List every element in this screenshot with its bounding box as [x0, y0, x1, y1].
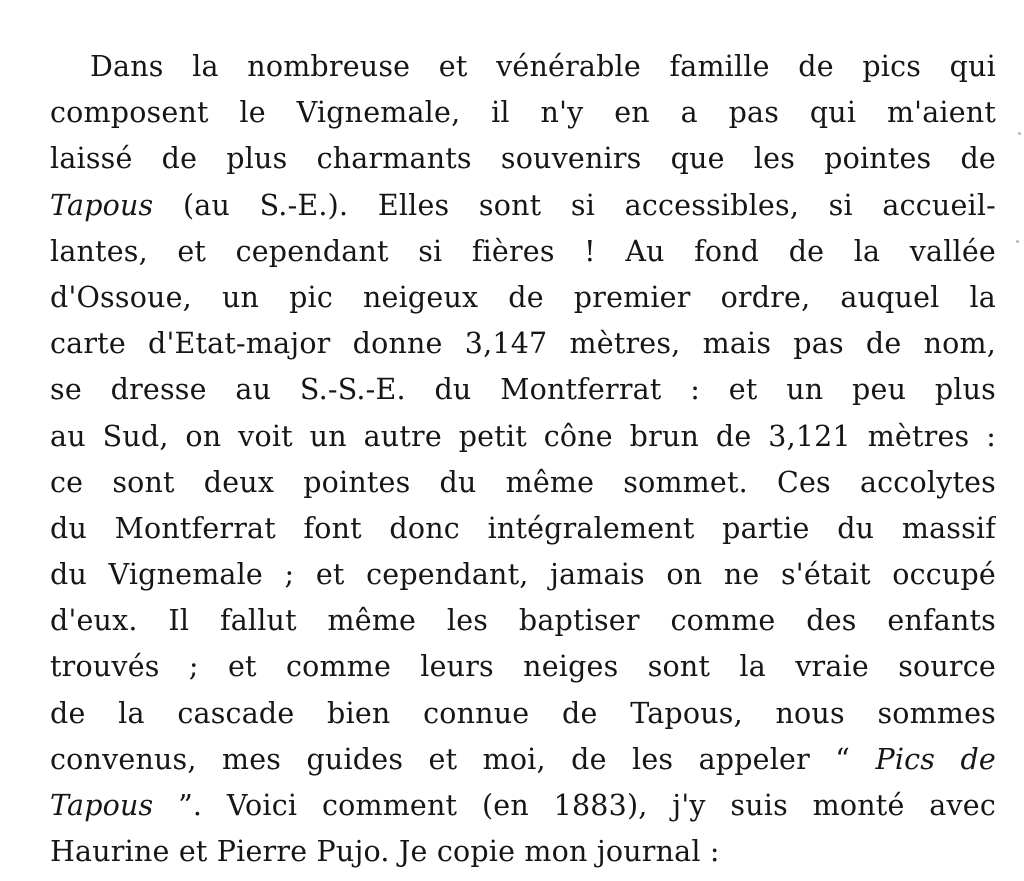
- text-segment: se dresse au S.-S.-E. du Montferrat : et un peu plus: [50, 373, 996, 407]
- text-line: [50, 598, 996, 644]
- text-line: [50, 275, 996, 321]
- text-segment: d'Ossoue, un pic neigeux de premier ordre, auquel la: [50, 280, 996, 314]
- text-line: [50, 737, 996, 783]
- text-line: [50, 321, 996, 367]
- scan-speck: [1018, 132, 1021, 135]
- text-line: [50, 506, 996, 552]
- text-line: [50, 644, 996, 690]
- text-segment: composent le Vignemale, il n'y en a pas qui m'aient: [50, 96, 996, 130]
- text-segment: du Montferrat font donc intégralement partie du massif: [50, 511, 996, 545]
- text-line: [50, 829, 996, 875]
- text-line: [50, 783, 996, 829]
- text-segment: Dans la nombreuse et vénérable famille de pics qui: [90, 50, 996, 83]
- text-segment: (au S.-E.). Elles sont si accessibles, si accueil-: [153, 188, 996, 222]
- text-line: [50, 367, 996, 413]
- text-segment: convenus, mes guides et moi, de les appeler “: [50, 742, 876, 776]
- text-segment: carte d'Etat-major donne 3,147 mètres, mais pas de nom,: [50, 327, 996, 361]
- italic-term: Pics de: [875, 742, 996, 776]
- text-segment: ”. Voici comment (en 1883), j'y suis monté avec: [153, 789, 996, 822]
- text-line: [50, 460, 996, 506]
- text-segment: Haurine et Pierre Pujo. Je copie mon journal :: [50, 835, 720, 869]
- text-line: [50, 552, 996, 598]
- text-line: [50, 44, 996, 90]
- text-segment: lantes, et cependant si fières ! Au fond de la vallée: [50, 234, 996, 268]
- text-segment: trouvés ; et comme leurs neiges sont la vraie source: [50, 650, 996, 684]
- text-line: [50, 136, 996, 182]
- scan-speck: [1016, 240, 1019, 243]
- text-line: [50, 691, 996, 737]
- text-segment: au Sud, on voit un autre petit cône brun de 3,121 mètres :: [50, 419, 996, 453]
- text-line: [50, 183, 996, 229]
- italic-term: Tapous: [50, 789, 154, 822]
- text-segment: de la cascade bien connue de Tapous, nous sommes: [50, 696, 996, 730]
- text-line: [50, 414, 996, 460]
- text-segment: d'eux. Il fallut même les baptiser comme des enfants: [50, 604, 996, 638]
- text-segment: du Vignemale ; et cependant, jamais on ne s'était occupé: [50, 558, 996, 592]
- body-paragraph: [50, 44, 996, 875]
- text-segment: ce sont deux pointes du même sommet. Ces accolytes: [50, 465, 996, 499]
- text-segment: laissé de plus charmants souvenirs que les pointes de: [50, 142, 996, 176]
- italic-term: Tapous: [50, 188, 154, 222]
- text-line: [50, 90, 996, 136]
- text-line: [50, 229, 996, 275]
